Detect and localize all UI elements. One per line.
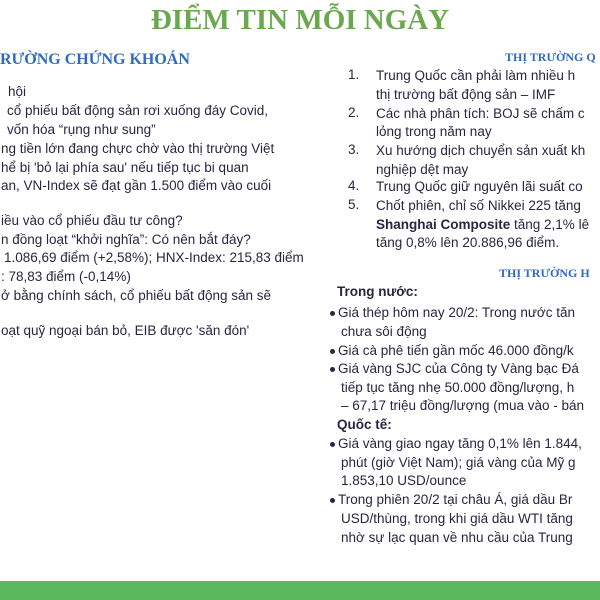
domestic-label: Trong nước: bbox=[337, 284, 418, 299]
list-item: USD/thùng, trong khi giá dầu WTI tăng bbox=[341, 511, 573, 526]
world-section-heading: THỊ TRƯỜNG Q bbox=[505, 50, 596, 64]
list-item: an, VN-Index sẽ đạt gần 1.500 điểm vào cuối bbox=[1, 178, 272, 193]
list-item: Trung Quốc cần phải làm nhiều h bbox=[376, 68, 576, 83]
list-item: Các nhà phân tích: BOJ sẽ chấm c bbox=[376, 106, 585, 121]
list-item: nhờ sự lạc quan về nhu cầu của Trung bbox=[341, 530, 573, 545]
list-item: Giá cà phê tiến gần mốc 46.000 đồng/k bbox=[330, 342, 574, 360]
list-item: nghiệp dệt may bbox=[376, 162, 469, 177]
list-item: chưa sôi động bbox=[341, 324, 427, 339]
stock-section-heading: RƯỜNG CHỨNG KHOÁN bbox=[0, 51, 190, 68]
index-change: tăng 2,1% lê bbox=[510, 217, 590, 232]
list-item: phút (giờ Việt Nam); giá vàng của Mỹ g bbox=[341, 455, 576, 470]
bullet-icon bbox=[330, 498, 335, 503]
list-item: hể bị 'bỏ lại phía sau' nếu tiếp tục bi quan bbox=[1, 160, 249, 175]
list-item: Trong phiên 20/2 tại châu Á, giá dầu Br bbox=[330, 491, 572, 509]
bullet-icon bbox=[330, 311, 335, 316]
list-item: cổ phiếu bất động sản rơi xuống đáy Covid, bbox=[7, 103, 269, 118]
list-item: Xu hướng dịch chuyển sản xuất kh bbox=[376, 143, 586, 158]
list-item: Giá vàng giao ngay tăng 0,1% lên 1.844, bbox=[330, 435, 582, 453]
item-number: 4. bbox=[348, 178, 360, 193]
list-item: – 67,17 triệu đồng/lượng (mua vào - bán bbox=[341, 398, 585, 413]
list-item: Giá vàng SJC của Công ty Vàng bạc Đá bbox=[330, 360, 579, 378]
list-item: oạt quỹ ngoại bán bỏ, EIB được 'săn đón' bbox=[1, 323, 250, 338]
list-item: n đồng loạt “khởi nghĩa”: Có nên bắt đáy? bbox=[1, 232, 251, 247]
list-item: tăng 0,8% lên 20.886,96 điểm. bbox=[376, 235, 560, 250]
list-item: Trung Quốc giữ nguyên lãi suất co bbox=[376, 179, 583, 194]
footer-bar bbox=[0, 581, 600, 600]
item-number: 5. bbox=[348, 197, 360, 212]
list-item: Giá thép hôm nay 20/2: Trong nước tăn bbox=[330, 304, 575, 322]
list-item bbox=[376, 216, 589, 234]
item-number: 1. bbox=[348, 67, 360, 82]
list-item: : 78,83 điểm (-0,14%) bbox=[1, 269, 131, 284]
list-item: lỏng trong năm nay bbox=[376, 124, 492, 139]
item-number: 2. bbox=[348, 105, 360, 120]
list-item: vốn hóa “rụng như sung” bbox=[7, 122, 156, 137]
list-item: Chốt phiên, chỉ số Nikkei 225 tăng bbox=[376, 198, 581, 213]
item-number: 3. bbox=[348, 142, 360, 157]
list-item: ở bằng chính sách, cổ phiếu bất động sản sẽ bbox=[1, 288, 272, 303]
list-item: ng tiền lớn đang chực chờ vào thị trường Việt bbox=[1, 141, 275, 156]
list-item: 1.853,10 USD/ounce bbox=[341, 473, 467, 488]
page-title: ĐIỂM TIN MỖI NGÀY bbox=[150, 4, 450, 36]
bullet-icon bbox=[330, 442, 335, 447]
list-item: iều vào cổ phiếu đầu tư công? bbox=[1, 213, 183, 228]
bold-index-name: Shanghai Composite bbox=[376, 217, 511, 232]
list-item: thị trường bất động sản – IMF bbox=[376, 87, 556, 102]
bullet-icon bbox=[330, 349, 335, 354]
list-item: tiếp tục tăng nhẹ 50.000 đồng/lượng, h bbox=[341, 380, 575, 395]
list-item: hội bbox=[8, 84, 27, 99]
list-item: 1.086,69 điểm (+2,58%); HNX-Index: 215,83 điểm bbox=[4, 250, 304, 265]
international-label: Quốc tế: bbox=[337, 417, 392, 432]
bullet-icon bbox=[330, 367, 335, 372]
goods-section-heading: THỊ TRƯỜNG H bbox=[499, 266, 590, 280]
